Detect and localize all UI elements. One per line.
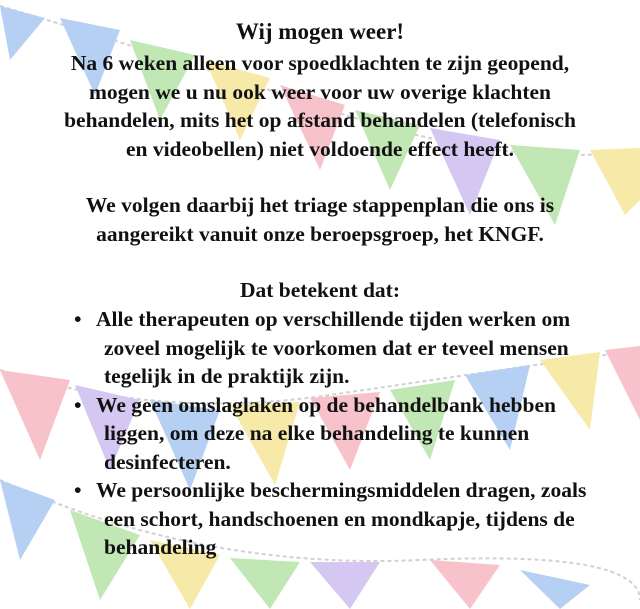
list-item-text: Alle therapeuten op verschillende tijden werken om zoveel mogelijk te voorkomen dat er teveel mensen tegelijk in de praktijk zijn. xyxy=(96,307,571,388)
intro-paragraph: Na 6 weken alleen voor spoedklachten te zijn geopend, mogen we u nu ook weer voor uw overige klachten behandelen, mits het op afstand behandelen (telefonisch en videobellen) niet voldoende effect heeft. xyxy=(64,51,576,161)
announcement-title: Wij mogen weer! xyxy=(235,19,405,44)
list-item-text: We geen omslaglaken op de behandelbank hebben liggen, om deze na elke behandeling te kunnen desinfecteren. xyxy=(96,392,556,474)
bullet-marker: • xyxy=(74,307,82,331)
list-item-text: We persoonlijke beschermingsmiddelen dragen, zoals een schort, handschoenen en mondkapje, tijdens de behandeling xyxy=(96,478,587,559)
list-item xyxy=(74,305,594,391)
bullet-marker: • xyxy=(74,478,82,502)
list-item xyxy=(74,476,594,562)
meaning-heading: Dat betekent dat: xyxy=(239,278,401,302)
triage-paragraph: We volgen daarbij het triage stappenplan die ons is aangereikt vanuit onze beroepsgroep, het KNGF. xyxy=(85,193,555,246)
list-item xyxy=(74,391,594,477)
measures-list xyxy=(74,305,594,562)
bullet-marker: • xyxy=(74,392,82,417)
